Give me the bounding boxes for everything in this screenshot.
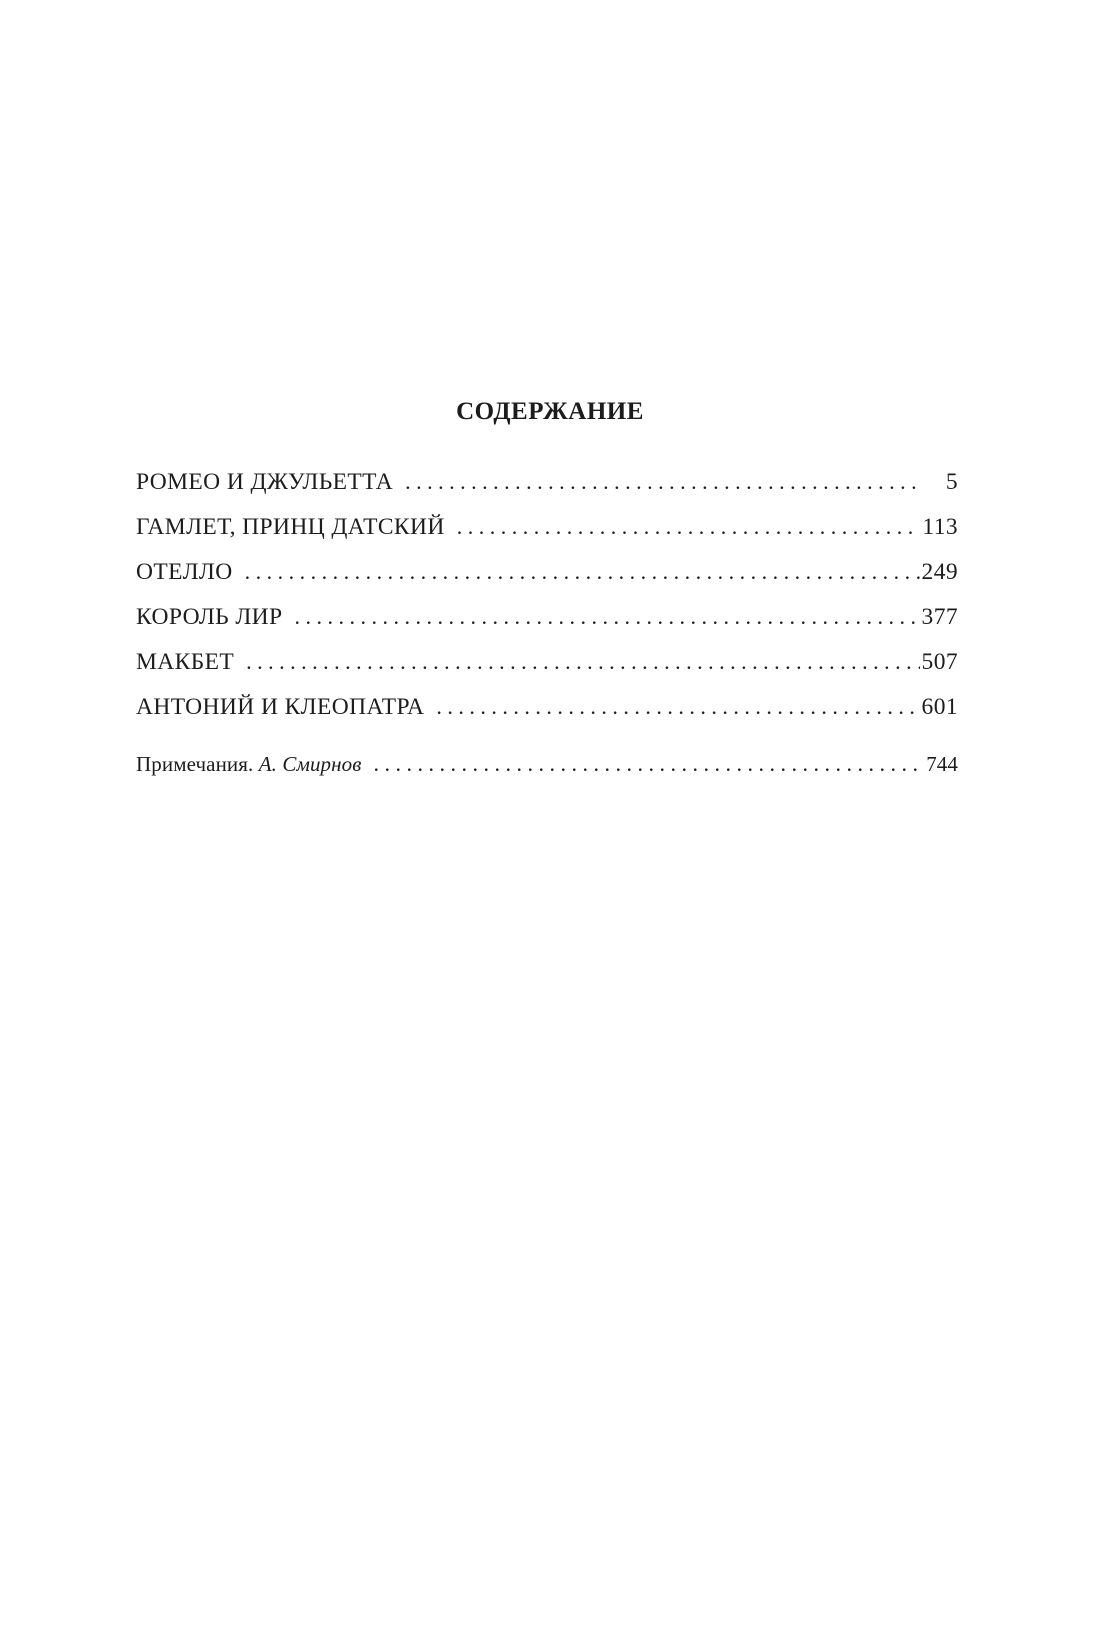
- toc-entry-macbeth[interactable]: [136, 648, 958, 693]
- notes-author: А. Смирнов: [258, 752, 362, 776]
- toc-entry-page-number: 507: [921, 649, 958, 675]
- toc-entry-title: АНТОНИЙ И КЛЕОПАТРА: [136, 694, 425, 720]
- toc-entry-antony-and-cleopatra[interactable]: [136, 693, 958, 738]
- toc-entry-hamlet[interactable]: [136, 513, 958, 558]
- toc-entry-page-number: 744: [926, 752, 958, 776]
- toc-entry-romeo-and-juliet[interactable]: [136, 468, 958, 513]
- notes-label: Примечания.: [136, 752, 254, 776]
- dot-leader: [283, 603, 920, 631]
- toc-entry-title: ГАМЛЕТ, ПРИНЦ ДАТСКИЙ: [136, 514, 445, 540]
- toc-entry-page-number: 113: [922, 514, 958, 540]
- dot-leader: [445, 513, 920, 541]
- toc-entry-title: [136, 750, 362, 778]
- dot-leader: [234, 648, 920, 676]
- dot-leader: [393, 468, 920, 496]
- table-of-contents: [136, 468, 958, 795]
- toc-entry-page-number: 601: [921, 694, 958, 720]
- toc-entry-title: ОТЕЛЛО: [136, 559, 233, 585]
- dot-leader: [233, 558, 920, 586]
- toc-entry-page-number: 377: [921, 604, 958, 630]
- toc-entry-notes[interactable]: [136, 750, 958, 795]
- toc-entry-title: МАКБЕТ: [136, 649, 235, 675]
- dot-leader: [362, 750, 921, 778]
- toc-title: СОДЕРЖАНИЕ: [456, 398, 644, 425]
- toc-entry-othello[interactable]: [136, 558, 958, 603]
- toc-entry-page-number: 5: [945, 469, 958, 495]
- toc-entry-title: РОМЕО И ДЖУЛЬЕТТА: [136, 469, 394, 495]
- toc-entry-page-number: 249: [921, 559, 958, 585]
- toc-entry-king-lear[interactable]: [136, 603, 958, 648]
- dot-leader: [424, 693, 920, 721]
- toc-entry-title: КОРОЛЬ ЛИР: [136, 604, 283, 630]
